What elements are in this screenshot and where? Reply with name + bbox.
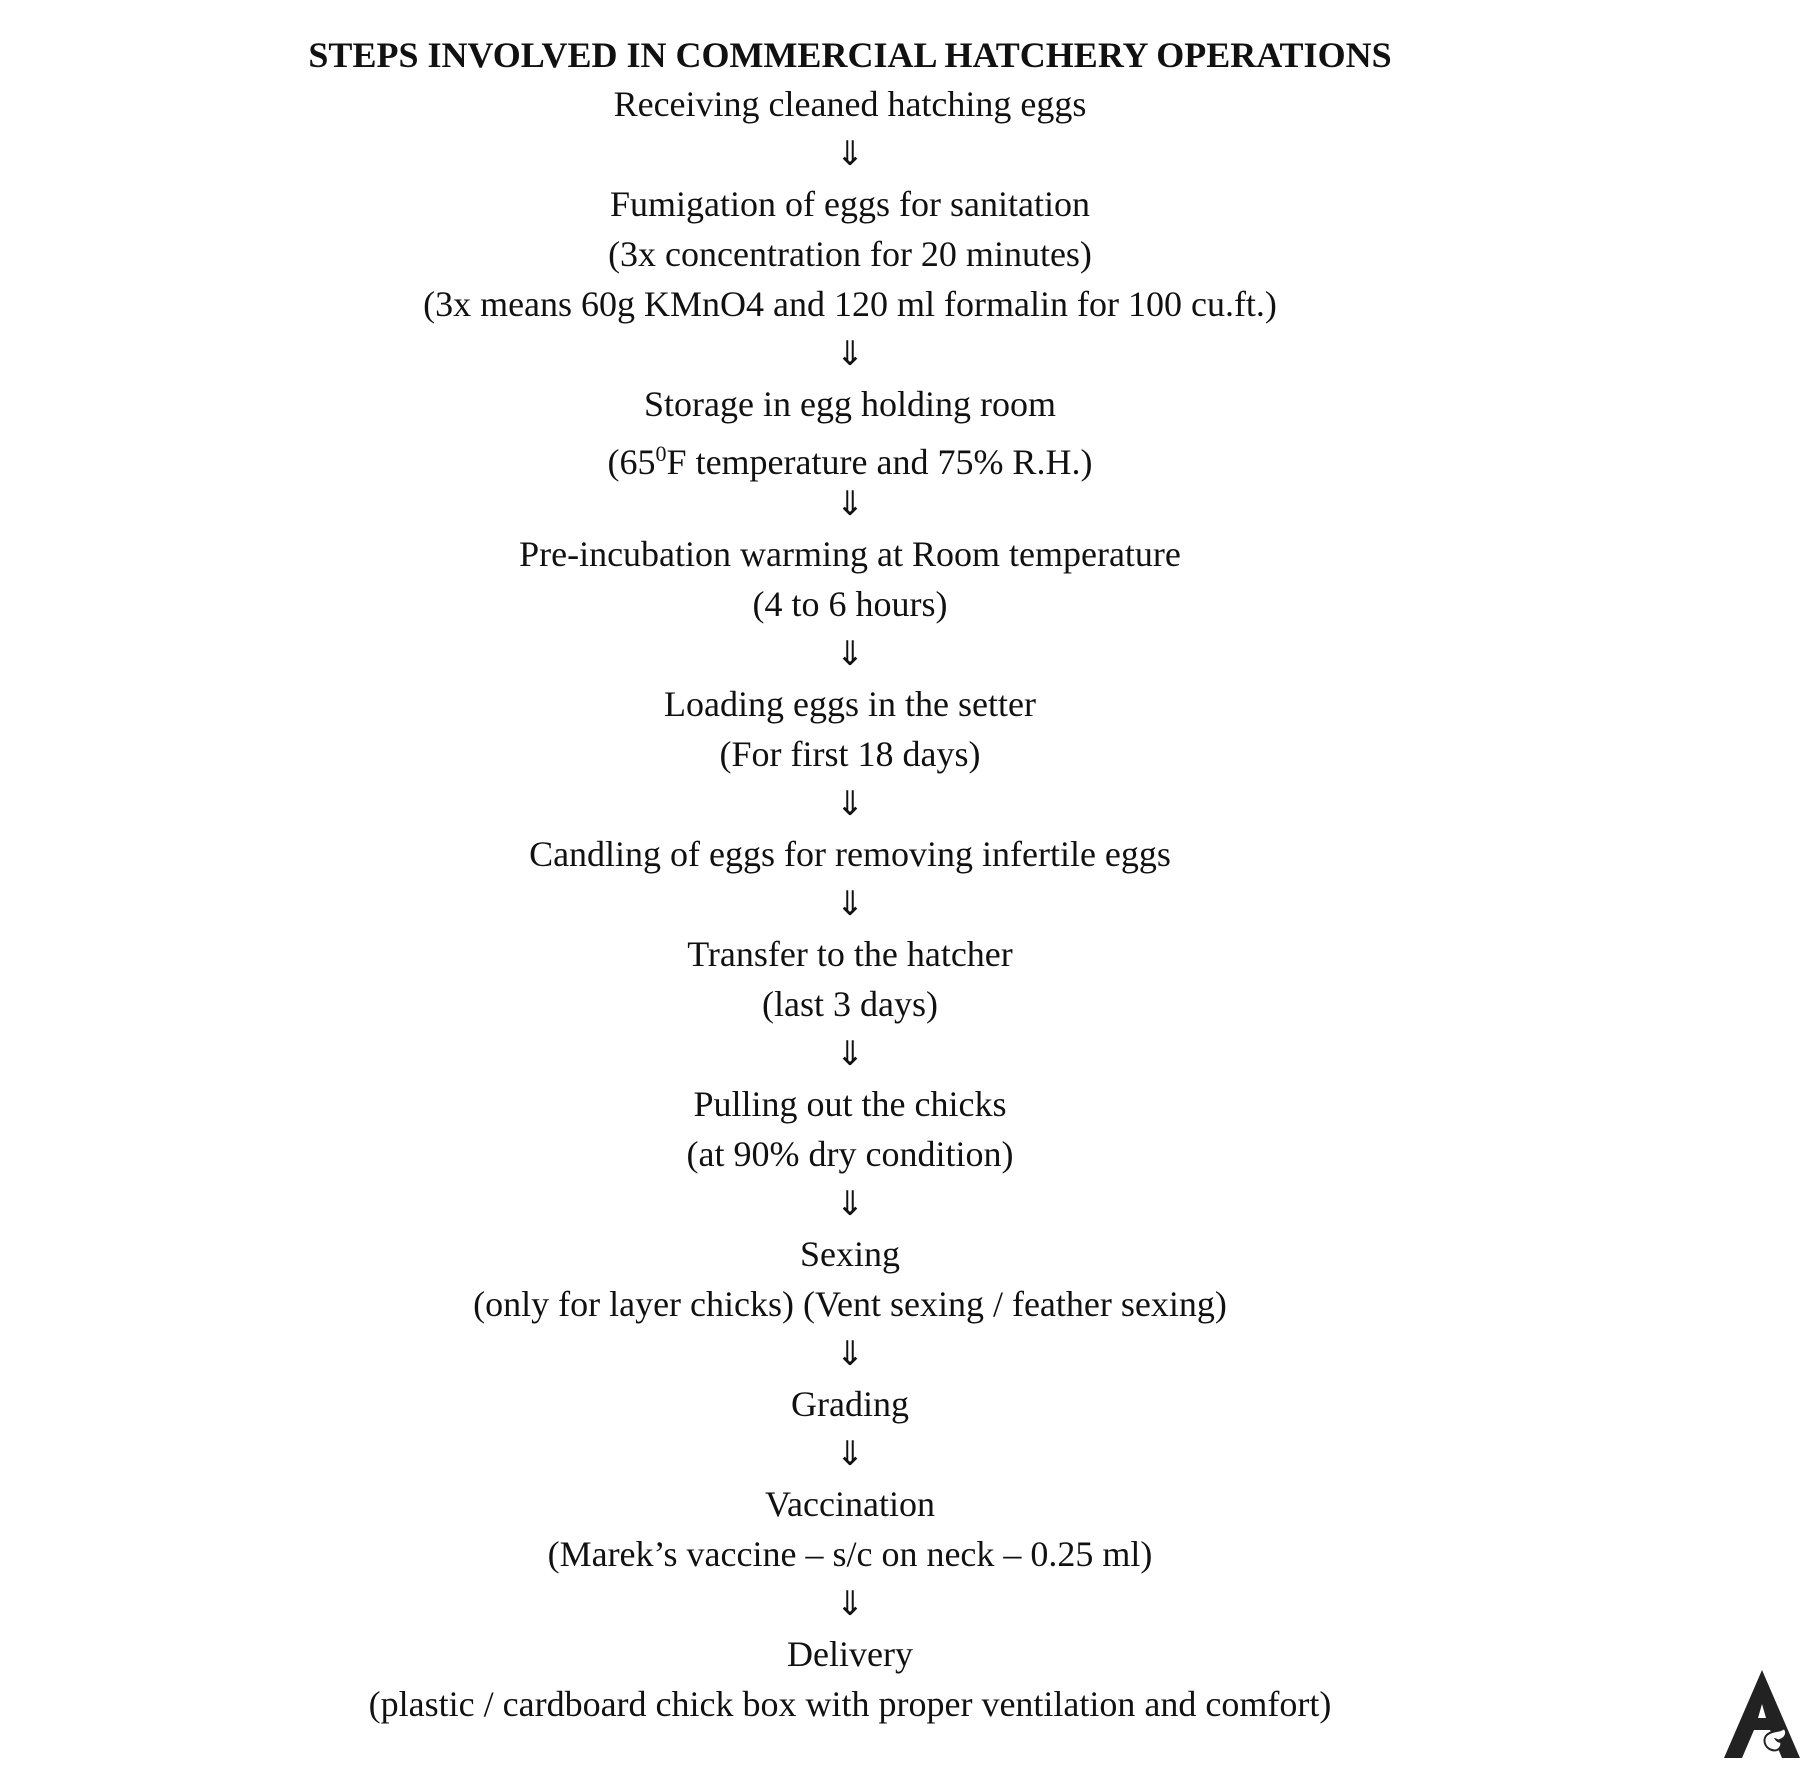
down-arrow-icon: ⇓ (835, 784, 865, 824)
step-label: Storage in egg holding room (644, 384, 1056, 424)
step-grading (0, 1379, 1700, 1429)
down-arrow-icon: ⇓ (835, 1184, 865, 1224)
detail-before: (65 (607, 442, 656, 482)
step-loading-setter (0, 679, 1700, 779)
down-arrow-icon: ⇓ (835, 634, 865, 674)
step-pulling-chicks (0, 1079, 1700, 1179)
page-title: STEPS INVOLVED IN COMMERCIAL HATCHERY OPERATIONS (308, 35, 1392, 75)
step-detail: (last 3 days) (762, 984, 938, 1024)
step-label: Receiving cleaned hatching eggs (613, 84, 1087, 124)
down-arrow-icon: ⇓ (835, 1434, 865, 1474)
detail-after: F temperature and 75% R.H.) (666, 442, 1093, 482)
step-storage (0, 379, 1700, 482)
step-label: Pulling out the chicks (693, 1084, 1007, 1124)
degree-superscript: 0 (655, 441, 667, 466)
step-label: Grading (791, 1384, 909, 1424)
step-vaccination (0, 1479, 1700, 1579)
down-arrow-icon: ⇓ (835, 134, 865, 174)
down-arrow-icon: ⇓ (835, 334, 865, 374)
down-arrow-icon: ⇓ (835, 884, 865, 924)
step-detail: (4 to 6 hours) (752, 584, 948, 624)
flowchart (0, 79, 1700, 1729)
step-fumigation (0, 179, 1700, 329)
step-pre-incubation (0, 529, 1700, 629)
step-label: Transfer to the hatcher (687, 934, 1013, 974)
step-detail: (3x concentration for 20 minutes) (608, 234, 1092, 274)
step-detail: (For first 18 days) (719, 734, 981, 774)
down-arrow-icon: ⇓ (835, 484, 865, 524)
step-detail: (at 90% dry condition) (686, 1134, 1014, 1174)
down-arrow-icon: ⇓ (835, 1584, 865, 1624)
step-candling (0, 829, 1700, 879)
step-delivery (0, 1629, 1700, 1729)
step-detail: (plastic / cardboard chick box with proper ventilation and comfort) (368, 1684, 1332, 1724)
step-label: Pre-incubation warming at Room temperature (519, 534, 1181, 574)
logo-icon (1716, 1668, 1808, 1760)
step-receiving (0, 79, 1700, 129)
step-detail: (3x means 60g KMnO4 and 120 ml formalin for 100 cu.ft.) (423, 284, 1277, 324)
down-arrow-icon: ⇓ (835, 1334, 865, 1374)
step-label: Candling of eggs for removing infertile eggs (529, 834, 1171, 874)
step-label: Vaccination (765, 1484, 935, 1524)
step-label: Delivery (787, 1634, 913, 1674)
step-detail: (only for layer chicks) (Vent sexing / feather sexing) (473, 1284, 1227, 1324)
step-detail: (Marek’s vaccine – s/c on neck – 0.25 ml) (547, 1534, 1153, 1574)
step-label: Sexing (799, 1234, 900, 1274)
step-transfer-hatcher (0, 929, 1700, 1029)
down-arrow-icon: ⇓ (835, 1034, 865, 1074)
step-label: Loading eggs in the setter (664, 684, 1036, 724)
step-sexing (0, 1229, 1700, 1329)
step-label: Fumigation of eggs for sanitation (610, 184, 1090, 224)
step-detail (0, 429, 1700, 482)
